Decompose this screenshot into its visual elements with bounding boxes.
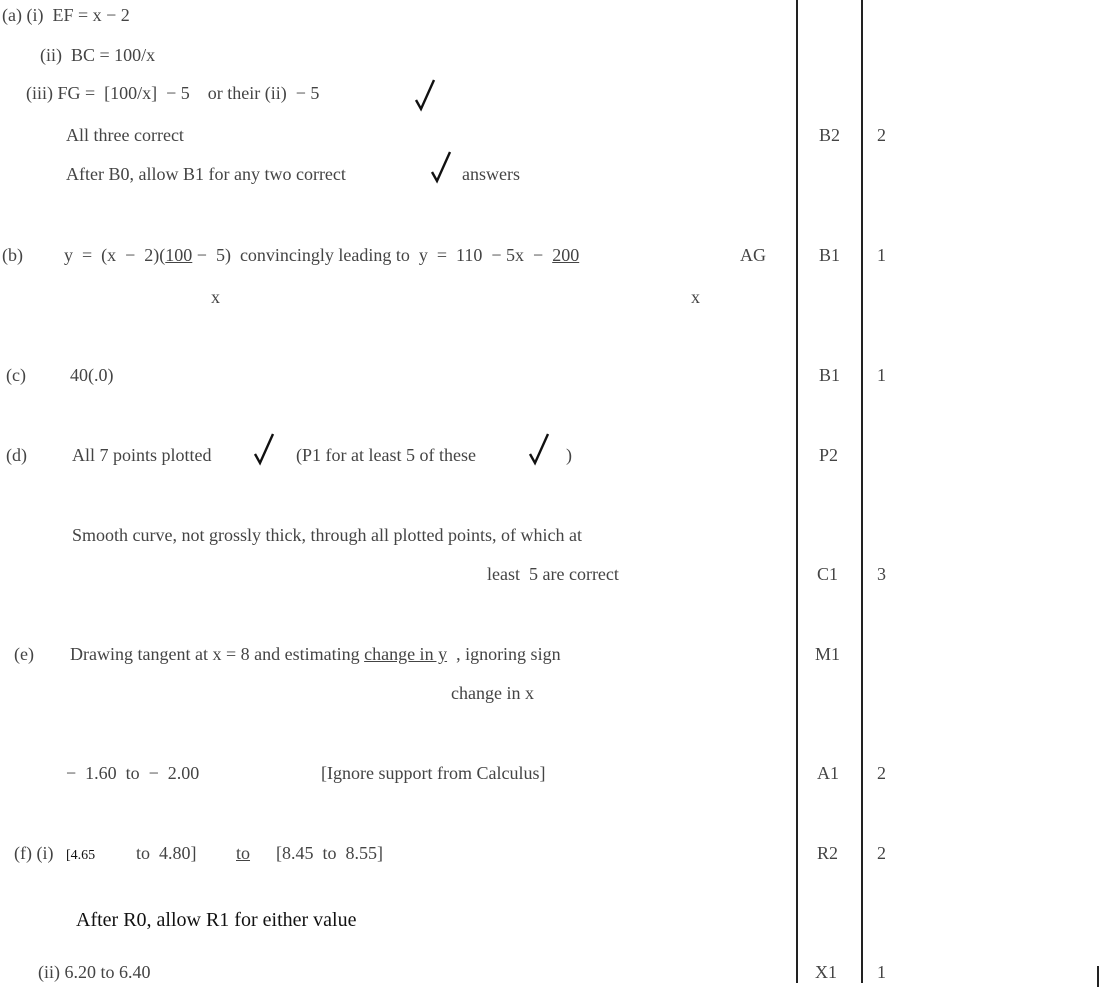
follow-through-tick-icon [430,150,454,184]
part-d-close: ) [566,445,572,465]
part-d-text2: (P1 for at least 5 of these [296,445,476,465]
part-b-fraction-num2: 200 [552,245,580,265]
part-c-label: (c) [6,365,26,385]
mark-b2: B2 [819,125,841,145]
total-f-ii: 1 [877,962,886,982]
part-e-fraction-num: change in y [364,644,448,664]
part-c-text: 40(.0) [70,365,114,385]
part-d-curve1: Smooth curve, not grossly thick, through all plotted points, of which at [72,525,582,545]
part-e-denom: change in x [451,683,534,703]
part-a-ii: (ii) BC = 100/x [40,45,156,65]
part-e-label: (e) [14,644,34,664]
follow-through-tick-icon [528,432,552,466]
part-f-value1: [4.65 [66,848,96,863]
part-e-text [70,643,561,665]
part-f-after: After R0, allow R1 for either value [76,909,357,931]
total-b: 1 [877,245,886,265]
part-f-label: (f) (i) [14,843,54,863]
part-b-text-start: y = (x − 2)( [64,245,166,265]
part-d-curve2: least 5 are correct [487,564,619,584]
column-rule-right [861,0,863,983]
part-b-denom1: x [211,287,220,307]
part-e-text-b: , ignoring sign [447,644,561,664]
follow-through-tick-icon [253,432,277,466]
part-a-i: (a) (i) EF = x − 2 [2,5,130,25]
part-b-fraction-num: 100 [165,245,193,265]
column-rule-left [796,0,798,983]
part-a-note2-suffix: answers [462,164,520,184]
part-f-ii: (ii) 6.20 to 6.40 [38,962,151,982]
part-f-value2: [8.45 to 8.55] [276,843,383,863]
total-e: 2 [877,763,886,783]
mark-b1-c: B1 [819,365,841,385]
part-a-iii: (iii) FG = [100/x] − 5 or their (ii) − 5 [26,83,320,103]
mark-x1: X1 [815,962,837,982]
part-b-text-mid: − 5) convincingly leading to y = 110 − 5x − [192,245,553,265]
part-b-denom2: x [691,287,700,307]
part-e-text-a: Drawing tangent at x = 8 and estimating [70,644,365,664]
mark-r2: R2 [817,843,839,863]
part-b-line1 [64,244,579,266]
page-edge-mark [1097,966,1099,987]
mark-p2: P2 [819,445,839,465]
mark-c1: C1 [817,564,839,584]
part-b-label: (b) [2,245,23,265]
part-d-text1: All 7 points plotted [72,445,212,465]
part-e-ignore: [Ignore support from Calculus] [321,763,546,783]
ag-label: AG [740,245,766,265]
mark-m1: M1 [815,644,841,664]
total-a: 2 [877,125,886,145]
follow-through-tick-icon [414,78,438,112]
total-d: 3 [877,564,886,584]
total-c: 1 [877,365,886,385]
part-a-note1: All three correct [66,125,184,145]
part-a-note2: After B0, allow B1 for any two correct [66,164,346,184]
part-e-range: − 1.60 to − 2.00 [66,763,200,783]
mark-a1: A1 [817,763,839,783]
mark-b1-b: B1 [819,245,841,265]
total-f: 2 [877,843,886,863]
part-f-to: to [236,843,251,863]
part-d-label: (d) [6,445,27,465]
part-f-value1-end: to 4.80] [136,843,197,863]
